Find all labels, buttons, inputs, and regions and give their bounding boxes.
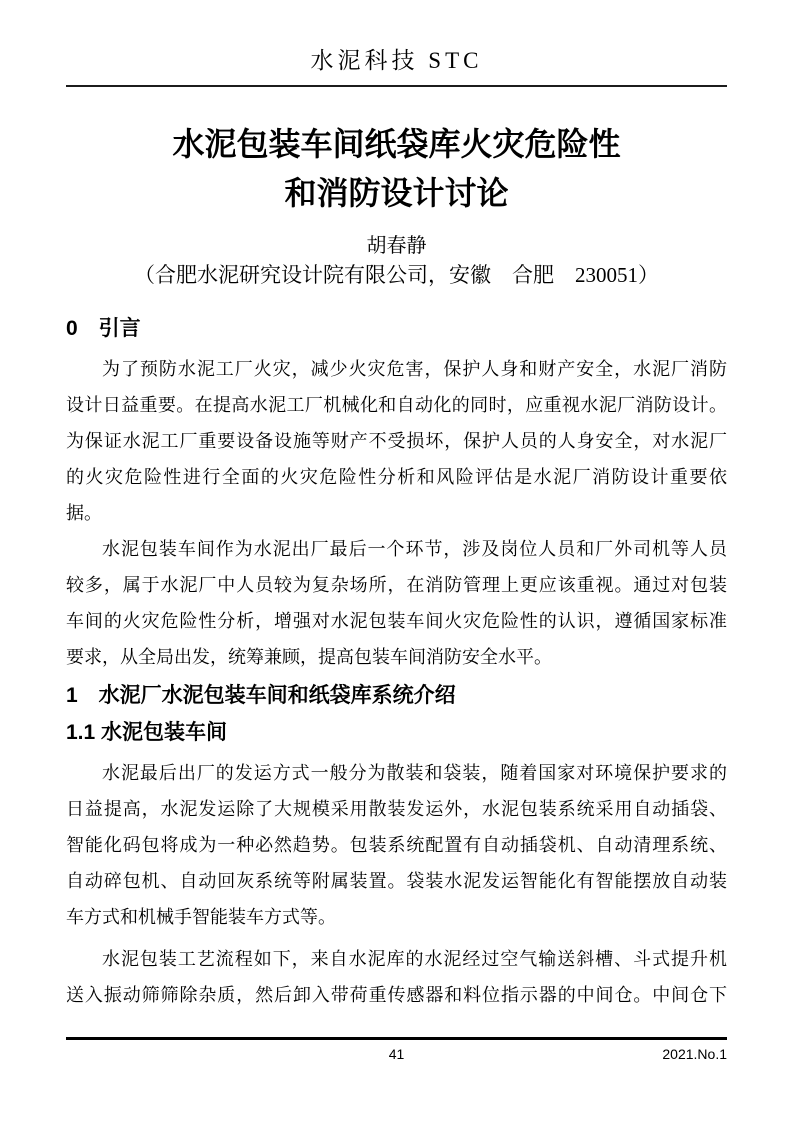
paragraph — [66, 531, 727, 675]
body-line: 车方式和机械手智能装车方式等。 — [66, 907, 336, 927]
body-line: 日益提高，水泥发运除了大规模采用散装发运外，水泥包装系统采用自动插袋、 — [66, 799, 727, 819]
body-line: 水泥最后出厂的发运方式一般分为散装和袋装，随着国家对环境保护要求的 — [102, 763, 727, 783]
body-line: 水泥包装车间作为水泥出厂最后一个环节，涉及岗位人员和厂外司机等人员 — [102, 539, 727, 559]
article-title-line-1: 水泥包装车间纸袋库火灾危险性 — [172, 126, 621, 162]
body-line: 送入振动筛筛除杂质，然后卸入带荷重传感器和料位指示器的中间仓。中间仓下 — [66, 985, 727, 1005]
author-affiliation: （合肥水泥研究设计院有限公司，安徽 合肥 230051） — [134, 263, 659, 287]
paragraph — [66, 941, 727, 1013]
body-line: 据。 — [66, 503, 102, 523]
body-line: 水泥包装工艺流程如下，来自水泥库的水泥经过空气输送斜槽、斗式提升机 — [102, 949, 727, 969]
author-name: 胡春静 — [366, 235, 427, 257]
paragraph — [66, 755, 727, 935]
article-title-line-2: 和消防设计讨论 — [284, 175, 509, 211]
body-line: 车间的火灾危险性分析，增强对水泥包装车间火灾危险性的认识，遵循国家标准 — [66, 611, 727, 631]
page-footer — [66, 1044, 727, 1064]
body-line: 为保证水泥工厂重要设备设施等财产不受损坏，保护人员的人身安全，对水泥厂 — [66, 431, 727, 451]
section-heading-1: 1 水泥厂水泥包装车间和纸袋库系统介绍 — [66, 684, 456, 707]
header-rule — [66, 85, 727, 87]
body-line: 较多，属于水泥厂中人员较为复杂场所，在消防管理上更应该重视。通过对包装 — [66, 575, 727, 595]
body-line: 要求，从全局出发，统筹兼顾，提高包装车间消防安全水平。 — [66, 647, 552, 667]
body-line: 为了预防水泥工厂火灾，减少火灾危害，保护人身和财产安全，水泥厂消防 — [102, 359, 727, 379]
paragraph — [66, 351, 727, 531]
body-line: 设计日益重要。在提高水泥工厂机械化和自动化的同时，应重视水泥厂消防设计。 — [66, 395, 727, 415]
article-title — [66, 120, 727, 218]
body-line: 的火灾危险性进行全面的火灾危险性分析和风险评估是水泥厂消防设计重要依 — [66, 467, 727, 487]
body-line: 智能化码包将成为一种必然趋势。包装系统配置有自动插袋机、自动清理系统、 — [66, 835, 727, 855]
section-heading-introduction: 0 引言 — [66, 317, 141, 340]
section-heading-1-1: 1.1 水泥包装车间 — [66, 721, 228, 744]
body-line: 自动碎包机、自动回灰系统等附属装置。袋装水泥发运智能化有智能摆放自动装 — [66, 871, 727, 891]
footer-rule — [66, 1037, 727, 1040]
journal-title: 水泥科技 STC — [310, 48, 483, 73]
page-number: 41 — [388, 1046, 405, 1062]
issue-label: 2021.No.1 — [662, 1046, 727, 1062]
